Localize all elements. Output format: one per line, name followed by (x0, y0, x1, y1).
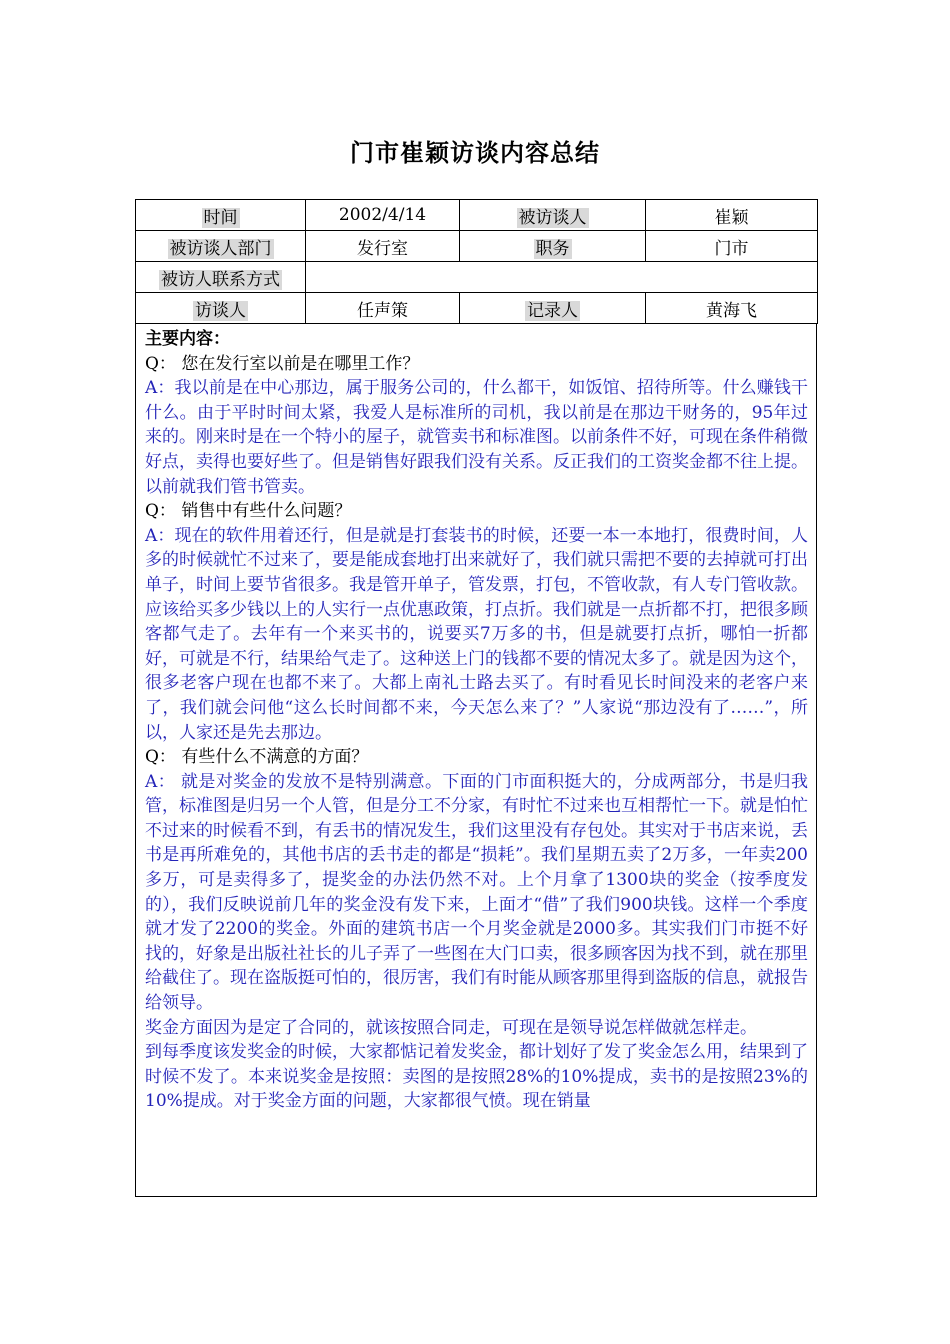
interviewee-value: 崔颖 (646, 200, 818, 231)
interviewer-label-cell (136, 293, 306, 324)
time-label: 时间 (203, 207, 238, 228)
question-paragraph: Q： 销售中有些什么问题？ (145, 501, 352, 522)
interview-info-table (135, 199, 818, 324)
time-label-cell (136, 200, 306, 231)
answer-paragraph: 奖金方面因为是定了合同的，就该按照合同走，可现在是领导说怎样做就怎样走。 (145, 1017, 757, 1038)
answer-paragraph: A：现在的软件用着还行，但是就是打套装书的时候，还要一本一本地打，很费时间，人多的时候就忙不过来了，要是能成套地打出来就好了，我们就只需把不要的去掉就可打出单子，时间上要节省很多。我是管开单子，管发票，打包，不管收款，有人专门管收款。 (145, 525, 808, 595)
interviewee-label-cell (460, 200, 646, 231)
time-value: 2002/4/14 (306, 200, 460, 231)
answer-paragraph: 到每季度该发奖金的时候，大家都惦记着发奖金，都计划好了发了奖金怎么用，结果到了时候不发了。本来说奖金是按照：卖图的是按照28%的10%提成，卖书的是按照23%的10%提成。对于奖金方面的问题，大家都很气愤。现在销量 (145, 1042, 808, 1112)
position-value: 门市 (646, 231, 818, 262)
recorder-value: 黄海飞 (646, 293, 818, 324)
recorder-label-cell (460, 293, 646, 324)
interviewer-value: 任声策 (306, 293, 460, 324)
page-title: 门市崔颖访谈内容总结 (350, 138, 600, 167)
interviewee-label: 被访谈人 (518, 207, 587, 228)
table-row (136, 231, 818, 262)
table-row (136, 293, 818, 324)
content-heading: 主要内容： (145, 329, 230, 349)
interviewer-label: 访谈人 (195, 300, 246, 321)
answer-paragraph: 应该给买多少钱以上的人实行一点优惠政策，打点折。我们就是一点折都不打，把很多顾客都气走了。去年有一个来买书的，说要买7万多的书，但是就要打点折，哪怕一折都好，可就是不行，结果给气走了。这种送上门的钱都不要的情况太多了。就是因为这个，很多老客户现在也都不来了。大都上南礼士路去买了。有时看见长时间没来的老客户来了，我们就会问他“这么长时间都不来，今天怎么来了？”人家说“那边没有了……”，所以，人家还是先去那边。 (145, 599, 808, 743)
answer-paragraph: A：我以前是在中心那边，属于服务公司的，什么都干，如饭馆、招待所等。什么赚钱干什么。由于平时时间太紧，我爱人是标准所的司机，我以前是在那边干财务的，95年过来的。刚来时是在一个特小的屋子，就管卖书和标准图。以前条件不好，可现在条件稍微好点，卖得也要好些了。但是销售好跟我们没有关系。反正我们的工资奖金都不往上提。以前就我们管书管卖。 (145, 378, 808, 497)
dept-value: 发行室 (306, 231, 460, 262)
contact-value (306, 262, 818, 293)
contact-label-cell (136, 262, 306, 293)
table-row (136, 200, 818, 231)
question-paragraph: Q： 您在发行室以前是在哪里工作？ (145, 353, 420, 374)
main-content-box (135, 324, 817, 1197)
contact-label: 被访人联系方式 (161, 269, 280, 290)
recorder-label: 记录人 (527, 300, 578, 321)
position-label-cell (460, 231, 646, 262)
question-paragraph: Q： 有些什么不满意的方面？ (145, 747, 369, 768)
position-label: 职务 (535, 238, 570, 259)
dept-label: 被访谈人部门 (169, 238, 272, 259)
answer-paragraph: A： 就是对奖金的发放不是特别满意。下面的门市面积挺大的，分成两部分，书是归我管，标准图是归另一个人管，但是分工不分家，有时忙不过来也互相帮忙一下。就是怕忙不过来的时候看不到，有丢书的情况发生，我们这里没有存包处。其实对于书店来说，丢书是再所难免的，其他书店的丢书走的都是“损耗”。我们星期五卖了2万多，一年卖200多万，可是卖得多了，提奖金的办法仍然不对。上个月拿了1300块的奖金（按季度发的），我们反映说前几年的奖金没有发下来，上面才“借”了我们900块钱。这样一个季度就才发了2200的奖金。外面的建筑书店一个月奖金就是2000多。其实我们门市挺不好找的，好象是出版社社长的儿子弄了一些图在大门口卖，很多顾客因为找不到，就在那里给截住了。现在盗版挺可怕的，很厉害，我们有时能从顾客那里得到盗版的信息，就报告给领导。 (145, 771, 808, 1014)
table-row (136, 262, 818, 293)
dept-label-cell (136, 231, 306, 262)
